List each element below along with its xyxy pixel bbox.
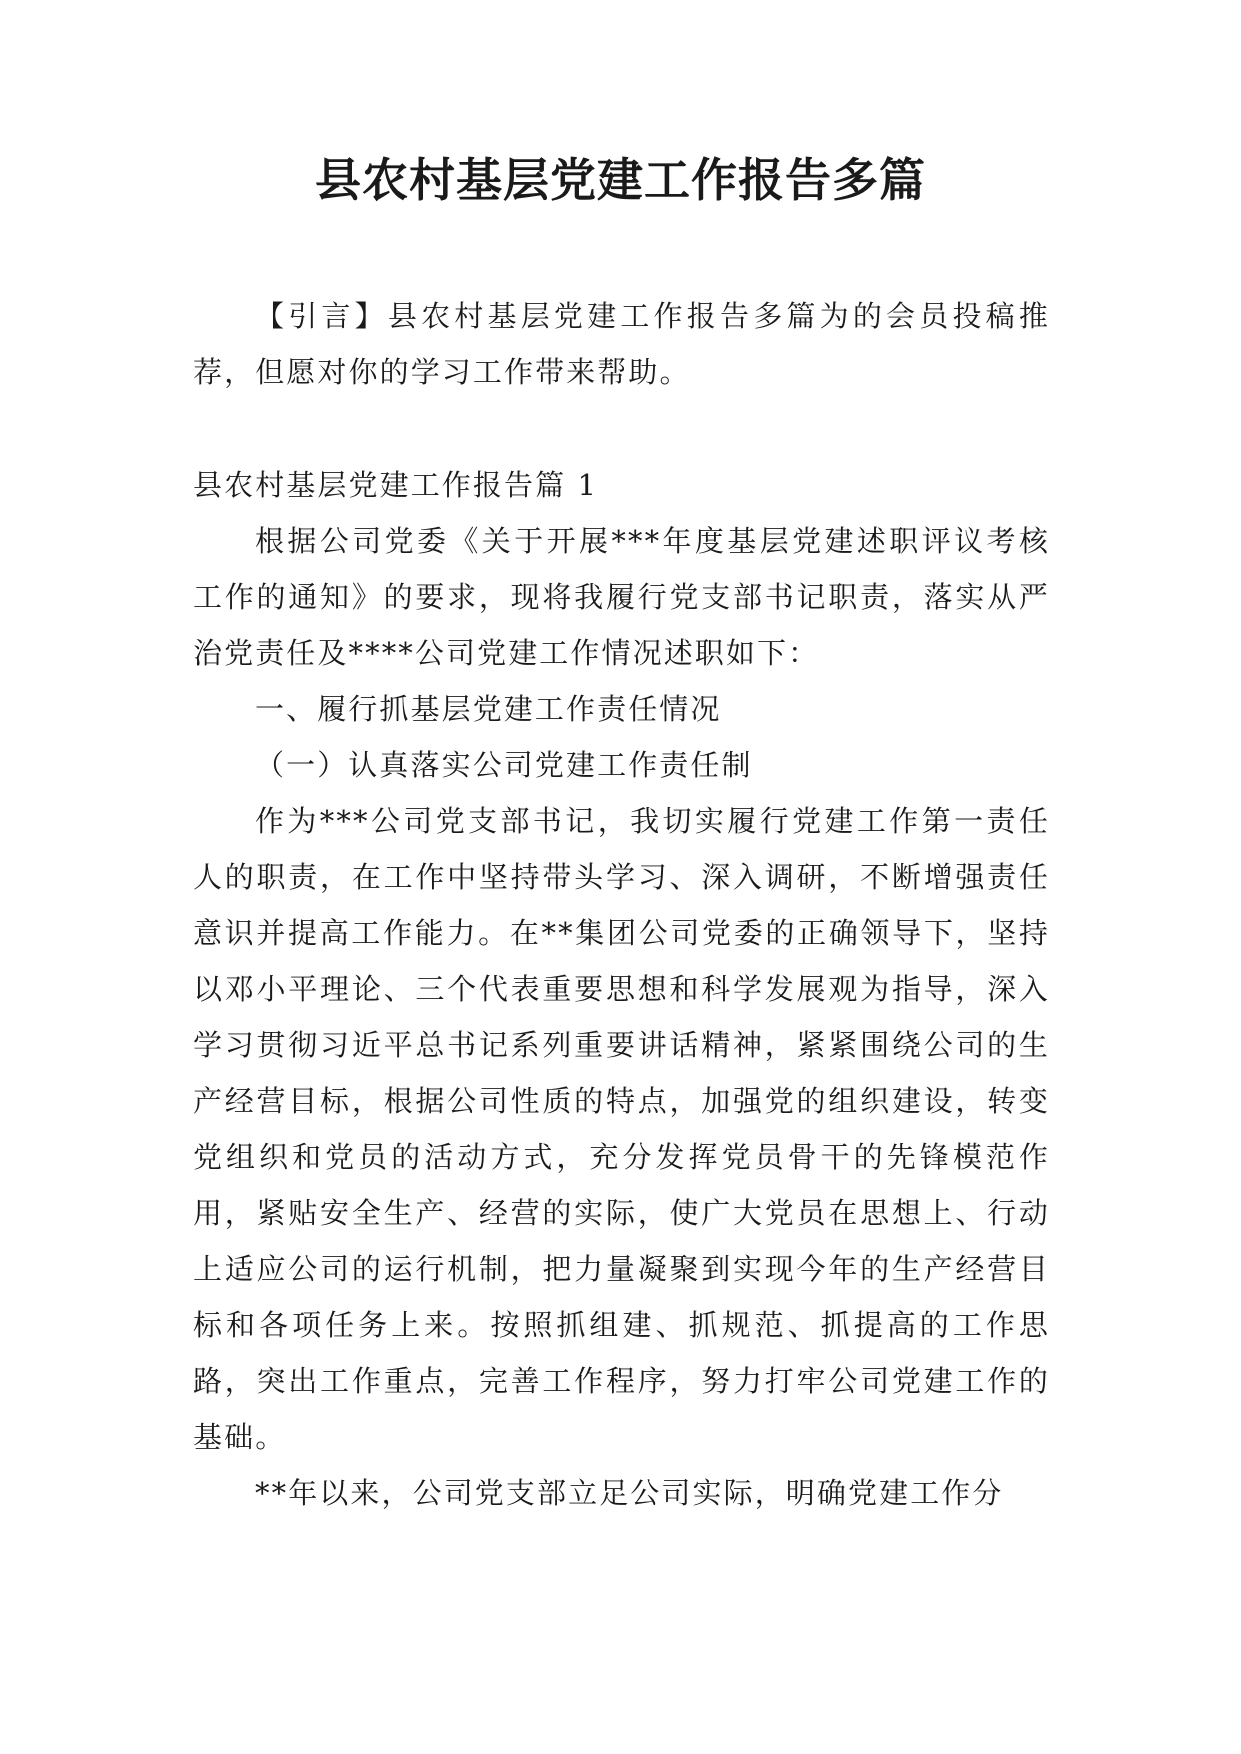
intro-paragraph: 【引言】县农村基层党建工作报告多篇为的会员投稿推荐，但愿对你的学习工作带来帮助。 [193,299,1050,389]
body-paragraph: 根据公司党委《关于开展***年度基层党建述职评议考核工作的通知》的要求，现将我履行党支部书记职责，落实从严治党责任及****公司党建工作情况述职如下： [193,524,1050,670]
section-heading: 县农村基层党建工作报告篇 1 [193,468,599,502]
report-body [193,457,1050,1521]
subheading-level-2: （一）认真落实公司党建工作责任制 [255,748,753,782]
body-paragraph: **年以来，公司党支部立足公司实际，明确党建工作分 [255,1476,1004,1510]
intro-block [193,288,1050,400]
subheading-level-1: 一、履行抓基层党建工作责任情况 [255,692,722,726]
document-title: 县农村基层党建工作报告多篇 [315,153,926,207]
body-paragraph: 作为***公司党支部书记，我切实履行党建工作第一责任人的职责，在工作中坚持带头学习、深入调研，不断增强责任意识并提高工作能力。在**集团公司党委的正确领导下，坚持以邓小平理论、三个代表重要思想和科学发展观为指导，深入学习贯彻习近平总书记系列重要讲话精神，紧紧围绕公司的生产经营目标，根据公司性质的特点，加强党的组织建设，转变党组织和党员的活动方式，充分发挥党员骨干的先锋模范作用，紧贴安全生产、经营的实际，使广大党员在思想上、行动上适应公司的运行机制，把力量凝聚到实现今年的生产经营目标和各项任务上来。按照抓组建、抓规范、抓提高的工作思路，突出工作重点，完善工作程序，努力打牢公司党建工作的基础。 [193,804,1050,1454]
